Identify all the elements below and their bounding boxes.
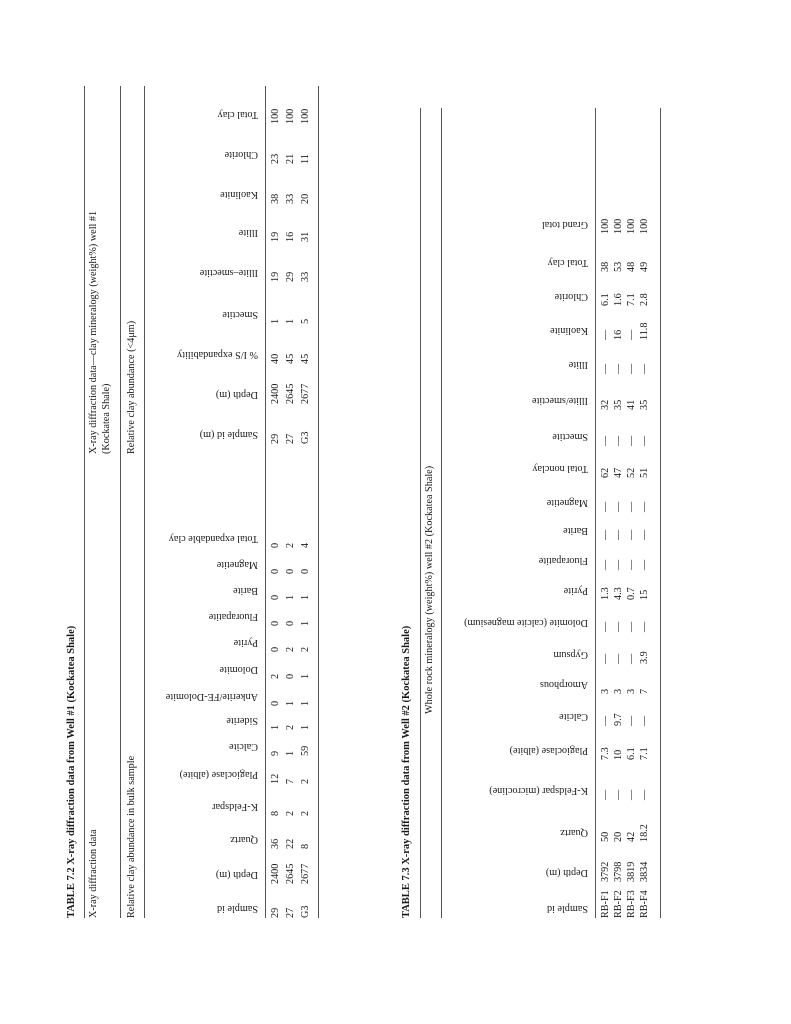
table-cell: 0 [285,620,296,626]
table-cell: 0 [285,673,296,679]
table-cell: 0 [285,568,296,574]
table-cell: 0 [270,700,281,706]
table-cell: 0 [270,542,281,548]
table-cell: 0 [270,568,281,574]
col-header-depth-m: Depth (m) [215,389,258,400]
table-7-2-caption: TABLE 7.2 X-ray diffraction data from Well #1 (Kockatea Shale) [66,625,77,918]
col-header-amorphous: Amorphous [539,679,588,690]
col-header-quartz: Quartz [560,827,588,838]
col-header-total-nonclay: Total nonclay [532,463,588,474]
top-rule [420,108,421,918]
table-cell: 1 [285,700,296,706]
table-cell: 38 [270,193,281,204]
table-cell: 51 [639,467,650,478]
table-cell: 53 [613,261,624,272]
table-cell: 1 [300,594,311,600]
col-header-depth-m: Depth (m) [545,867,588,878]
empty-cell: — [600,621,611,632]
empty-cell: — [639,621,650,632]
table-cell: 35 [639,399,650,410]
col-header-ankerite-fe-dolomite: Ankerite/FE-Dolomite [165,691,258,702]
empty-cell: — [626,529,637,540]
table-cell: 2 [300,778,311,784]
table-cell: 9 [270,750,281,756]
table-cell: 32 [600,399,611,410]
empty-cell: — [600,559,611,570]
sample-id-cell: 29 [270,907,281,918]
table-cell: 29 [285,271,296,282]
empty-cell: — [639,559,650,570]
empty-cell: — [626,329,637,340]
table-cell: 3.9 [639,651,650,664]
empty-cell: — [600,653,611,664]
table-cell: 36 [270,838,281,849]
group-rule [441,108,442,918]
col-header-barite: Barite [233,585,258,596]
table-cell: 16 [285,231,296,242]
header-rule [595,108,596,918]
col-header-total-clay: Total clay [217,109,258,120]
left-group-label: X-ray diffraction data [88,829,99,918]
table-cell: 41 [626,399,637,410]
table-cell: 19 [270,231,281,242]
table-cell: 2 [270,673,281,679]
table-cell: 0.7 [626,587,637,600]
table-cell: 7 [285,778,296,784]
sample-id-cell: RB-F3 [626,890,637,918]
empty-cell: — [600,435,611,446]
sample-id-cell: G3 [300,905,311,918]
col-header-magnetite: Magnetite [546,497,588,508]
table-cell: 3 [600,688,611,694]
table-cell: G3 [300,431,311,444]
table-cell: 4.3 [613,587,624,600]
table-cell: 2677 [300,863,311,884]
table-cell: 27 [285,433,296,444]
empty-cell: — [626,789,637,800]
col-header-fluorapatite: Fluorapatite [538,555,588,566]
table-cell: 0 [270,594,281,600]
table-cell: 23 [270,153,281,164]
table-cell: 2 [285,810,296,816]
sample-id-cell: RB-F1 [600,890,611,918]
empty-cell: — [626,715,637,726]
table-cell: 1 [270,724,281,730]
empty-cell: — [600,529,611,540]
col-header-calcite: Calcite [229,741,258,752]
table-cell: 50 [600,831,611,842]
col-header-chlorite: Chlorite [224,149,258,160]
empty-cell: — [600,789,611,800]
empty-cell: — [626,363,637,374]
table-cell: 2 [300,646,311,652]
empty-cell: — [613,653,624,664]
table-cell: 52 [626,467,637,478]
table-cell: 2677 [300,383,311,404]
table-cell: 11 [300,154,311,164]
table-cell: 6.1 [626,747,637,760]
col-header-smectite: Smectite [222,309,258,320]
empty-cell: — [600,715,611,726]
table-cell: 2.8 [639,293,650,306]
table-cell: 31 [300,231,311,242]
table-cell: 16 [613,329,624,340]
table-cell: 40 [270,353,281,364]
col-header-illite: Illite [568,359,588,370]
table-cell: 100 [600,218,611,234]
col-header-total-clay: Total clay [547,257,588,268]
col-header-grand-total: Grand total [541,219,588,230]
table-cell: 5 [300,318,311,324]
table-cell: 1 [285,594,296,600]
table-cell: 8 [300,843,311,849]
table-cell: 6.1 [600,293,611,306]
empty-cell: — [613,363,624,374]
table-cell: 7.3 [600,747,611,760]
empty-cell: — [600,363,611,374]
table-cell: 8 [270,810,281,816]
table-cell: 3834 [639,861,650,882]
col-header-chlorite: Chlorite [554,291,588,302]
col-header-dolomite: Dolomite [219,664,258,675]
table-cell: 3819 [626,861,637,882]
table-cell: 62 [600,467,611,478]
col-header-illite: Illite [238,227,258,238]
table-cell: 1 [300,673,311,679]
empty-cell: — [639,529,650,540]
table-cell: 29 [270,433,281,444]
col-header-k-feldspar-microcline: K-Feldspar (microcline) [489,785,588,796]
table-cell: 3798 [613,861,624,882]
col-header-dolomite-calcite-magnesium: Dolomite (calcite magnesium) [464,617,588,628]
table-cell: 100 [300,108,311,124]
empty-cell: — [613,501,624,512]
empty-cell: — [626,653,637,664]
right-group-label-line1: X-ray diffraction data—clay mineralogy (weight%) well #1 [88,210,99,454]
table-7-3-caption: TABLE 7.3 X-ray diffraction data from Well #2 (Kockatea Shale) [401,625,412,918]
table-cell: 3 [613,688,624,694]
table-cell: 20 [300,193,311,204]
col-header-sample-id: Sample id [216,903,258,914]
table-cell: 2 [285,646,296,652]
table-cell: 33 [285,193,296,204]
table-cell: 2645 [285,863,296,884]
table-cell: 0 [300,568,311,574]
right-group-label-line2: (Kockatea Shale) [101,383,112,454]
sample-id-cell: 27 [285,907,296,918]
table-cell: 1.3 [600,587,611,600]
col-header-gypsum: Gypsum [553,649,588,660]
empty-cell: — [613,789,624,800]
table-cell: 10 [613,749,624,760]
empty-cell: — [600,329,611,340]
table-cell: 3792 [600,861,611,882]
col-header-kaolinite: Kaolinite [550,325,588,336]
empty-cell: — [600,501,611,512]
col-header-pyrite: Pyrite [233,637,258,648]
empty-cell: — [626,435,637,446]
table-cell: 1 [300,620,311,626]
table-cell: 100 [270,108,281,124]
empty-cell: — [626,559,637,570]
table-cell: 18.2 [639,824,650,842]
col-header-siderite: Siderite [226,715,258,726]
left-subgroup-label: Relative clay abundance in bulk sample [126,755,137,918]
table-cell: 20 [613,831,624,842]
table-cell: 42 [626,831,637,842]
empty-cell: — [639,715,650,726]
table-cell: 1 [285,318,296,324]
empty-cell: — [613,435,624,446]
col-header-depth-m: Depth (m) [215,869,258,880]
table-cell: 7 [639,688,650,694]
table-cell: 9.7 [613,713,624,726]
table-cell: 1 [285,750,296,756]
table-cell: 45 [285,353,296,364]
table-cell: 7.1 [626,293,637,306]
table-cell: 19 [270,271,281,282]
right-subgroup-label: Relative clay abundance (<4μm) [126,320,137,454]
table-cell: 59 [300,745,311,756]
table-cell: 15 [639,589,650,600]
table-cell: 47 [613,467,624,478]
table-cell: 22 [285,838,296,849]
table-cell: 35 [613,399,624,410]
table-cell: 21 [285,153,296,164]
table-cell: 3 [626,688,637,694]
table-cell: 2400 [270,863,281,884]
table-cell: 2 [285,542,296,548]
table-cell: 45 [300,353,311,364]
col-header-plagioclase-albite: Plagioclase (albite) [179,769,258,780]
col-header-i-s-expandability: % I/S expandability [177,349,258,360]
table-cell: 100 [626,218,637,234]
table-cell: 1 [270,318,281,324]
empty-cell: — [639,435,650,446]
table-cell: 1 [300,700,311,706]
table-cell: 100 [639,218,650,234]
col-header-k-feldspar: K-Feldspar [212,801,258,812]
col-header-smectite: Smectite [552,431,588,442]
table-cell: 2645 [285,383,296,404]
table-cell: 0 [270,620,281,626]
table-cell: 7.1 [639,747,650,760]
col-header-quartz: Quartz [230,834,258,845]
table-cell: 100 [285,108,296,124]
empty-cell: — [613,559,624,570]
table-cell: 0 [270,646,281,652]
col-header-calcite: Calcite [559,711,588,722]
table-cell: 12 [270,773,281,784]
table-cell: 4 [300,542,311,548]
sample-id-cell: RB-F4 [639,890,650,918]
table-cell: 38 [600,261,611,272]
table-cell: 1.6 [613,293,624,306]
col-header-total-expandable-clay: Total expandable clay [168,533,258,544]
col-header-fluorapatite: Fluorapatite [208,611,258,622]
table-cell: 2 [300,810,311,816]
table-cell: 48 [626,261,637,272]
empty-cell: — [639,363,650,374]
col-header-sample-id-m: Sample id (m) [199,429,258,440]
table-cell: 49 [639,261,650,272]
table-cell: 11.8 [639,322,650,340]
table-cell: 100 [613,218,624,234]
empty-cell: — [639,501,650,512]
col-header-illite-smectite: Illite–smectite [199,267,258,278]
col-header-pyrite: Pyrite [563,585,588,596]
bottom-rule [660,108,661,918]
col-header-magnetite: Magnetite [216,559,258,570]
col-header-barite: Barite [563,525,588,536]
table-cell: 33 [300,271,311,282]
empty-cell: — [639,789,650,800]
col-header-illite-smectite: Illite/smectite [531,395,588,406]
col-header-kaolinite: Kaolinite [220,189,258,200]
empty-cell: — [626,501,637,512]
group-label: Whole rock mineralogy (weight%) well #2 (Kockatea Shale) [424,465,435,714]
empty-cell: — [613,529,624,540]
table-cell: 1 [300,724,311,730]
empty-cell: — [613,621,624,632]
col-header-plagioclase-albite: Plagioclase (albite) [509,745,588,756]
table-cell: 2400 [270,383,281,404]
sample-id-cell: RB-F2 [613,890,624,918]
empty-cell: — [626,621,637,632]
table-cell: 2 [285,724,296,730]
col-header-sample-id: Sample id [546,903,588,914]
